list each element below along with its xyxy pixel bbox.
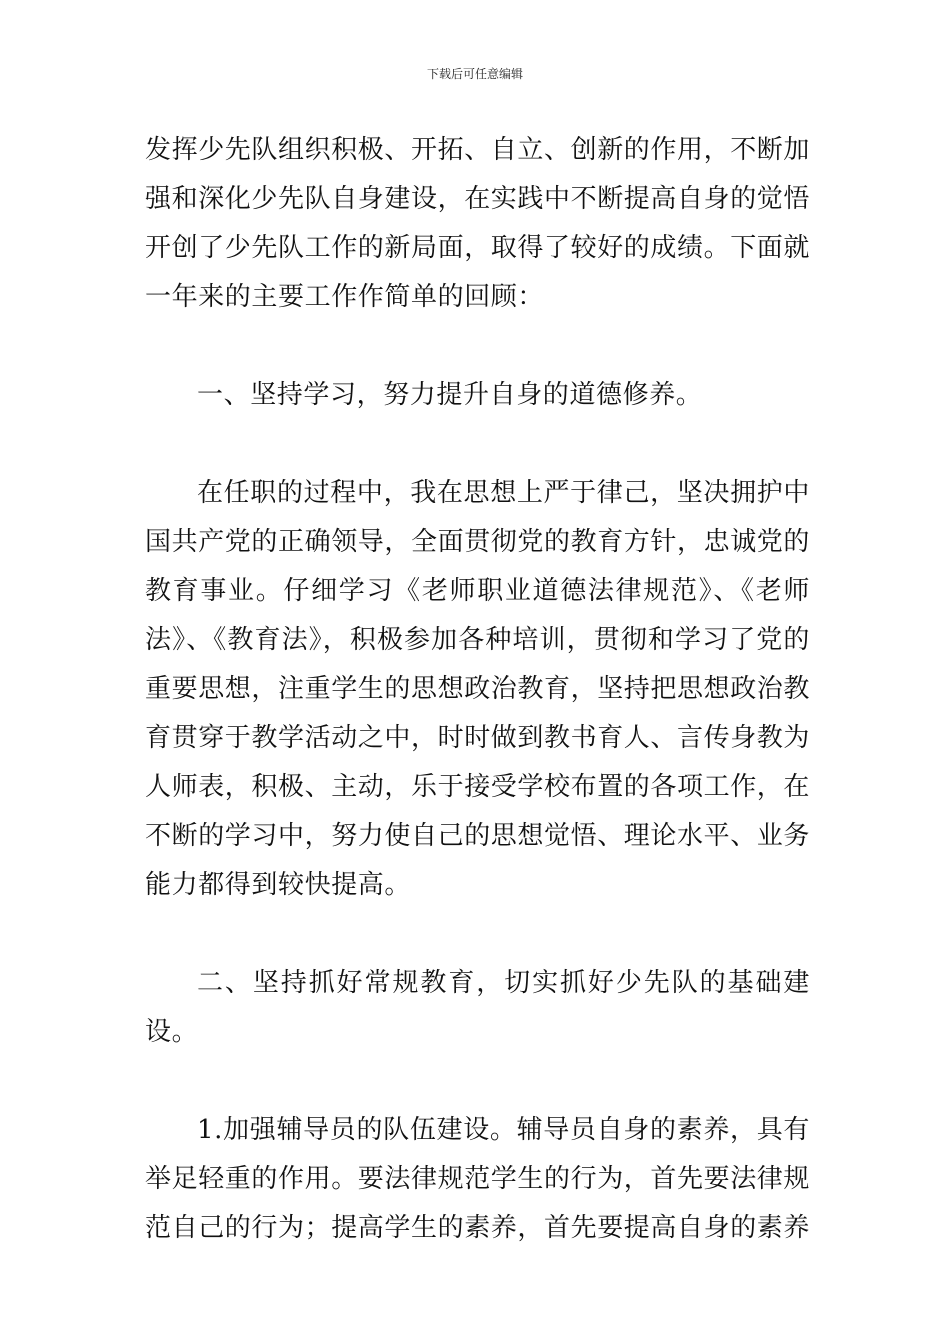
- paragraph-spacer: [145, 420, 810, 469]
- document-body: [145, 126, 810, 1253]
- paragraph-spacer: [145, 322, 810, 371]
- paragraph-intro: 发挥少先队组织积极、开拓、自立、创新的作用，不断加强和深化少先队自身建设，在实践中不断提高自身的觉悟开创了少先队工作的新局面，取得了较好的成绩。下面就一年来的主要工作作简单的回顾：: [145, 135, 811, 312]
- section-heading-2: 二、坚持抓好常规教育，切实抓好少先队的基础建设。: [145, 968, 810, 1047]
- paragraph-item-1: 1.加强辅导员的队伍建设。辅导员自身的素养，具有举足轻重的作用。要法律规范学生的行为，首先要法律规范自己的行为；提高学生的素养，首先要提高自身的素养: [145, 1115, 811, 1243]
- paragraph-spacer: [145, 1057, 810, 1106]
- header-note: 下载后可任意编辑: [426, 67, 523, 81]
- paragraph-section-1-body: 在任职的过程中，我在思想上严于律己，坚决拥护中国共产党的正确领导，全面贯彻党的教育方针，忠诚党的教育事业。仔细学习《老师职业道德法律规范》、《老师法》、《教育法》，积极参加各种培训，贯彻和学习了党的重要思想，注重学生的思想政治教育，坚持把思想政治教育贯穿于教学活动之中，时时做到教书育人、言传身教为人师表，积极、主动，乐于接受学校布置的各项工作，在不断的学习中，努力使自己的思想觉悟、理论水平、业务能力都得到较快提高。: [145, 478, 811, 900]
- paragraph-spacer: [145, 910, 810, 959]
- section-heading-1: 一、坚持学习，努力提升自身的道德修养。: [197, 380, 703, 410]
